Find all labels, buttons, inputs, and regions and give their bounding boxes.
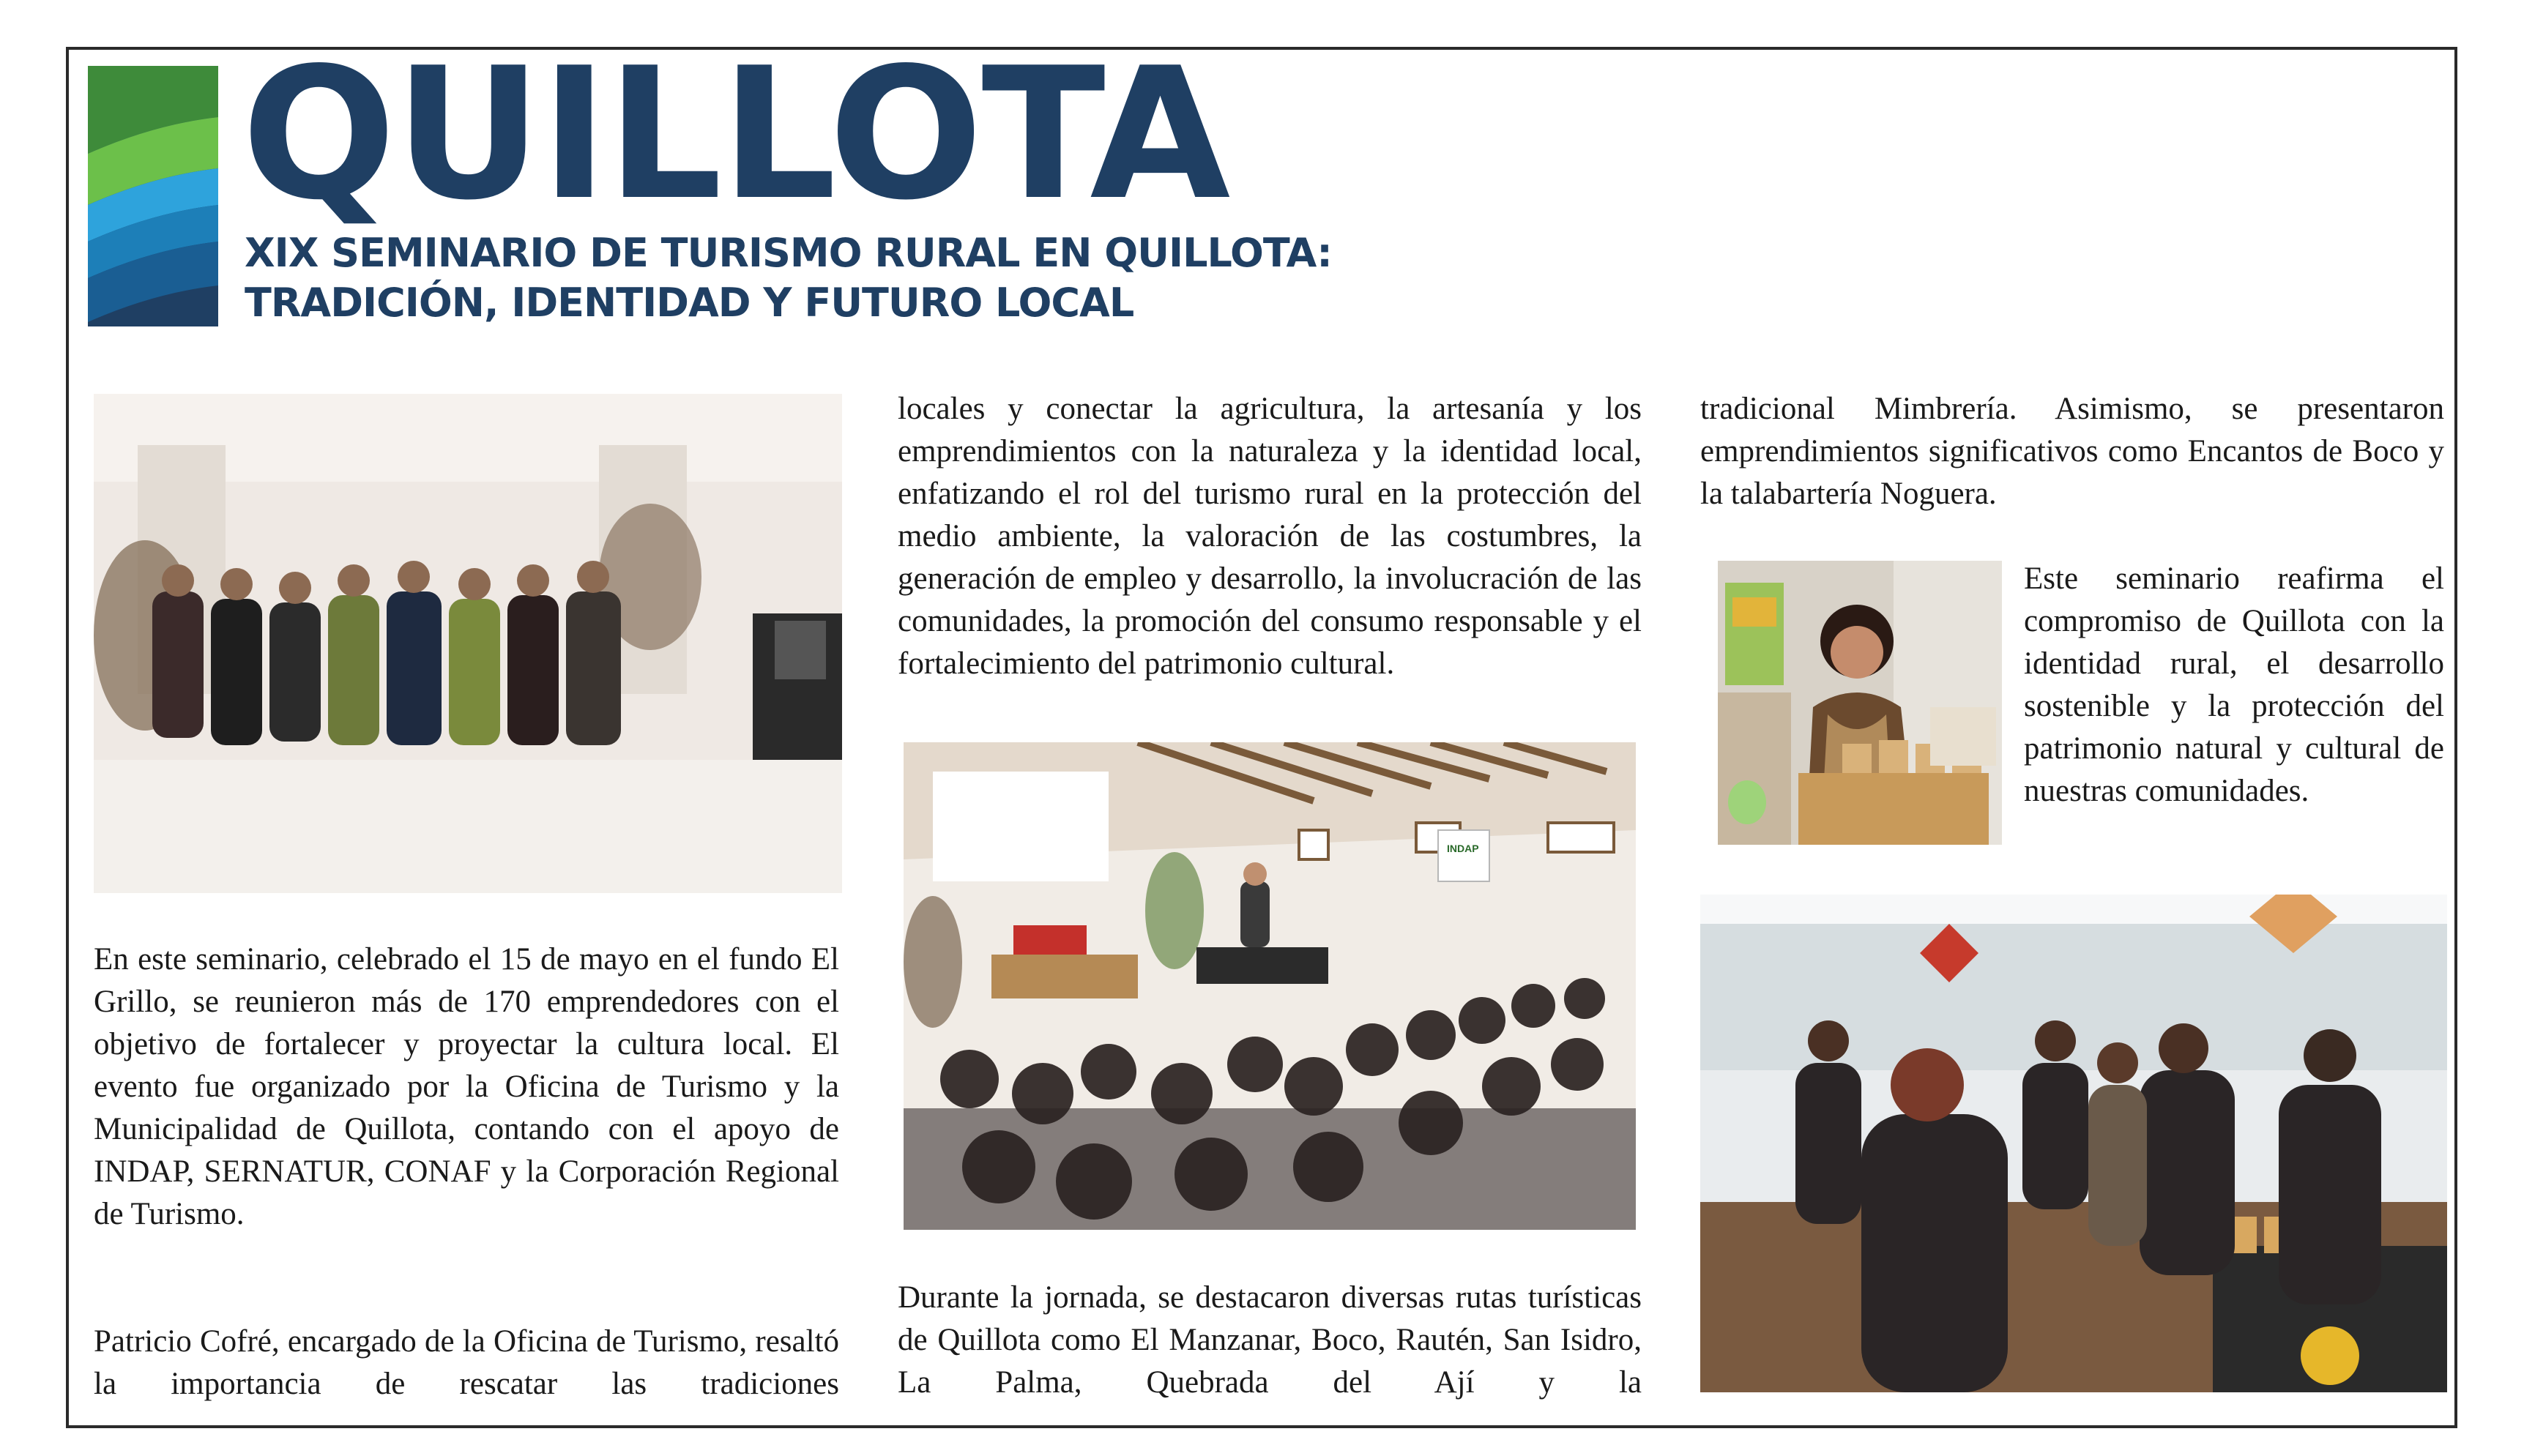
photo-seminar-audience [904, 742, 1636, 1230]
col3-paragraph-1: tradicional Mimbrería. Asimismo, se presentaron emprendimientos significativos como Encantos de Boco y la talabartería Noguera. [1700, 392, 2444, 511]
photo-craft-fair [1700, 895, 2447, 1392]
headline-line-1: XIX SEMINARIO DE TURISMO RURAL EN QUILLOTA: [245, 230, 1332, 276]
headline [245, 228, 1332, 328]
col2-paragraph-1: locales y conectar la agricultura, la artesanía y los emprendimientos con la naturaleza y la identidad local, enfatizando el rol del turismo rural en la protección del medio ambiente, la valoración de las costumbres, la generación de empleo y desarrollo, la involucración de las comunidades, la promoción del consumo responsable y el fortalecimiento del patrimonio cultural. [898, 392, 1642, 681]
photo-group-award [94, 394, 842, 893]
col1-paragraph-1: En este seminario, celebrado el 15 de mayo en el fundo El Grillo, se reunieron más de 170 emprendedores con el objetivo de fortalecer y proyectar la cultura local. El evento fue organizado por la Oficina de Turismo y la Municipalidad de Quillota, contando con el apoyo de INDAP, SERNATUR, CONAF y la Corporación Regional de Turismo. [94, 942, 839, 1231]
masthead-title: QUILLOTA [242, 29, 1229, 240]
photo-artisan-woman [1718, 561, 2002, 845]
headline-line-2: TRADICIÓN, IDENTIDAD Y FUTURO LOCAL [245, 280, 1134, 326]
col2-paragraph-2: Durante la jornada, se destacaron diversas rutas turísticas de Quillota como El Manzanar, Boco, Rautén, San Isidro, La Palma, Quebrada del Ají y la [898, 1280, 1642, 1400]
col3-paragraph-2: Este seminario reafirma el compromiso de Quillota con la identidad rural, el desarrollo sostenible y la protección del patrimonio natural y cultural de nuestras comunidades. [2024, 561, 2444, 808]
quillota-logo-icon [88, 66, 218, 326]
indap-sign: INDAP [1447, 843, 1479, 854]
col1-paragraph-2: Patricio Cofré, encargado de la Oficina de Turismo, resaltó la importancia de rescatar las tradiciones [94, 1324, 839, 1401]
